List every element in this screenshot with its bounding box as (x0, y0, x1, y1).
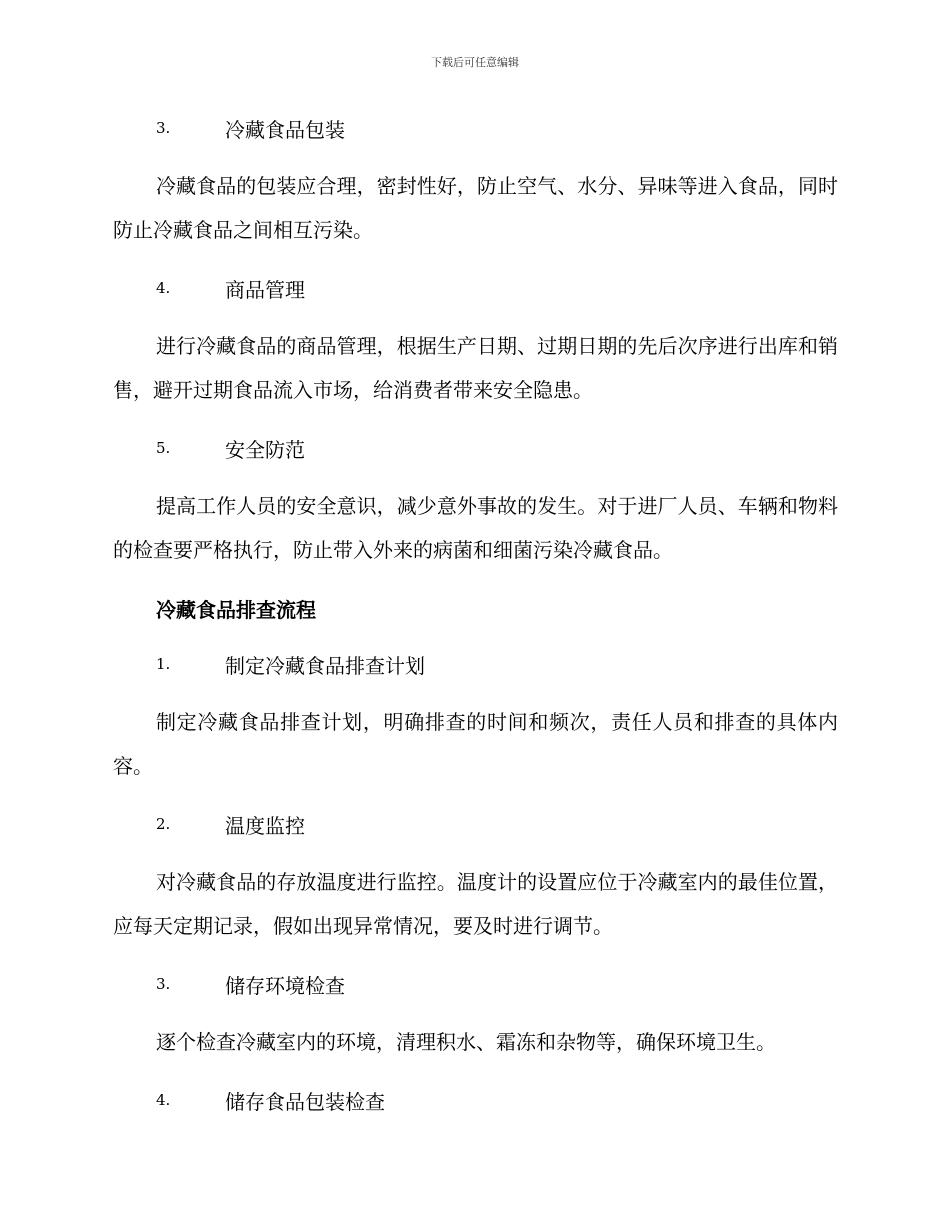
item-number: 4. (156, 1091, 171, 1109)
item-heading (113, 646, 838, 682)
item-number: 1. (156, 655, 171, 673)
item-number: 3. (156, 975, 171, 993)
item-title: 制定冷藏食品排查计划 (225, 653, 425, 678)
item-title: 商品管理 (225, 277, 305, 302)
item-number: 3. (156, 119, 171, 137)
item-heading (113, 110, 838, 146)
item-title: 冷藏食品包装 (225, 117, 345, 142)
paragraph: 冷藏食品的包装应合理，密封性好，防止空气、水分、异味等进入食品，同时防止冷藏食品之间相互污染。 (113, 174, 838, 242)
paragraph: 进行冷藏食品的商品管理，根据生产日期、过期日期的先后次序进行出库和销售，避开过期食品流入市场，给消费者带来安全隐患。 (113, 334, 838, 402)
paragraph: 提高工作人员的安全意识，减少意外事故的发生。对于进厂人员、车辆和物料的检查要严格执行，防止带入外来的病菌和细菌污染冷藏食品。 (113, 494, 838, 562)
item-title: 安全防范 (225, 437, 305, 462)
item-heading (113, 270, 838, 306)
item-heading (113, 430, 838, 466)
item-heading (113, 1082, 838, 1118)
item-number: 5. (156, 439, 171, 457)
item-number: 4. (156, 279, 171, 297)
section-title: 冷藏食品排查流程 (156, 597, 316, 622)
paragraph: 对冷藏食品的存放温度进行监控。温度计的设置应位于冷藏室内的最佳位置，应每天定期记录，假如出现异常情况，要及时进行调节。 (113, 870, 838, 938)
item-title: 储存食品包装检查 (225, 1089, 385, 1114)
item-title: 温度监控 (225, 813, 305, 838)
document-body (113, 110, 838, 1118)
paragraph: 逐个检查冷藏室内的环境，清理积水、霜冻和杂物等，确保环境卫生。 (156, 1030, 776, 1054)
item-heading (113, 966, 838, 1002)
item-heading (113, 806, 838, 842)
item-title: 储存环境检查 (225, 973, 345, 998)
item-number: 2. (156, 815, 171, 833)
page-header: 下载后可任意编辑 (431, 56, 519, 69)
paragraph: 制定冷藏食品排查计划，明确排查的时间和频次，责任人员和排查的具体内容。 (113, 710, 838, 778)
